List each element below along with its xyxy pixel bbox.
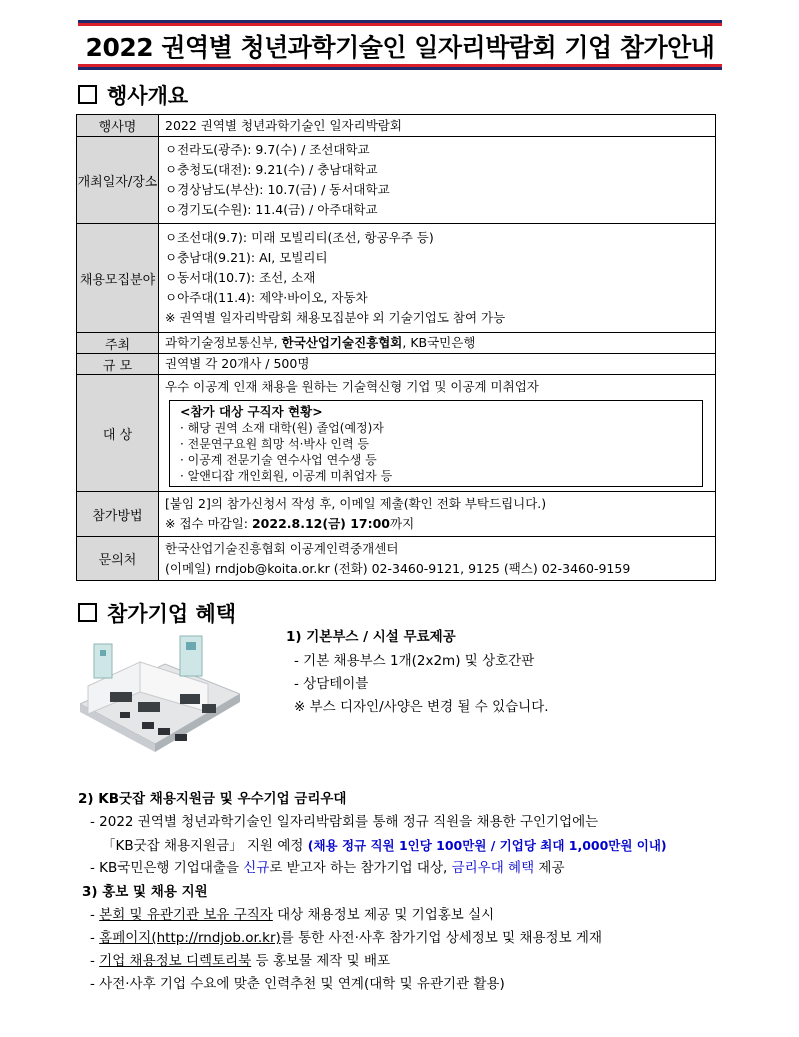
benefit1-title: 1) 기본부스 / 시설 무료제공 <box>286 629 456 645</box>
table-row <box>77 333 716 354</box>
job-seeker-status-box <box>169 400 703 487</box>
row-value: 과학기술정보통신부, 한국산업기술진흥협회, KB국민은행 <box>159 333 716 354</box>
homepage-link[interactable]: 홈페이지(http://rndjob.or.kr) <box>99 930 281 946</box>
list-item: · 전문연구요원 희망 석·박사 인력 등 <box>180 437 369 451</box>
list-item: ※ 부스 디자인/사양은 변경 될 수 있습니다. <box>294 699 549 715</box>
list-item: ㅇ동서대(10.7): 조선, 소재 <box>165 270 316 285</box>
table-row <box>77 224 716 333</box>
section-heading-benefits <box>78 598 236 628</box>
table-row <box>77 137 716 224</box>
benefit3-title: 3) 홍보 및 채용 지원 <box>82 884 208 900</box>
list-item: ㅇ전라도(광주): 9.7(수) / 조선대학교 <box>165 142 370 157</box>
row-label: 주최 <box>77 333 159 354</box>
title-rule-top <box>78 20 722 26</box>
title-rule-bottom <box>78 64 722 70</box>
list-item: · 해당 권역 소재 대학(원) 졸업(예정)자 <box>180 421 384 435</box>
table-row <box>77 375 716 492</box>
list-item: - 2022 권역별 청년과학기술인 일자리박람회를 통해 정규 직원을 채용한 구인기업에는 <box>90 814 599 830</box>
row-value: 우수 이공계 인재 채용을 원하는 기술혁신형 기업 및 이공계 미취업자 <참가 대상 구직자 현황> · 해당 권역 소재 대학(원) 졸업(예정)자 · 전문연구요원 희망 석·박사 인력 등 · 이공계 전문기술 연수사업 연수생 등 · 알앤디잡 개인회원, 이공계 미취업자 등 <box>159 375 716 492</box>
table-row <box>77 115 716 137</box>
list-item: - 홈페이지(http://rndjob.or.kr)를 통한 사전·사후 참가기업 상세정보 및 채용정보 게재 <box>90 930 603 946</box>
list-item: ㅇ충청도(대전): 9.21(수) / 충남대학교 <box>165 162 378 177</box>
list-item: - 기업 채용정보 디렉토리북 등 홍보물 제작 및 배포 <box>90 953 391 969</box>
row-label: 참가방법 <box>77 492 159 537</box>
page-title: 2022 권역별 청년과학기술인 일자리박람회 기업 참가안내 <box>85 33 715 62</box>
checkbox-square-icon <box>78 85 97 104</box>
benefit2-title: 2) KB굿잡 채용지원금 및 우수기업 금리우대 <box>78 791 347 807</box>
row-value: 권역별 각 20개사 / 500명 <box>159 354 716 375</box>
table-row <box>77 537 716 581</box>
list-item: - 기본 채용부스 1개(2x2m) 및 상호간판 <box>294 653 535 669</box>
list-item: - 사전·사후 기업 수요에 맞춘 인력추천 및 연계(대학 및 유관기관 활용) <box>90 976 505 992</box>
row-label: 채용모집분야 <box>77 224 159 333</box>
event-info-table <box>76 114 716 581</box>
box-title: <참가 대상 구직자 현황> <box>180 404 323 419</box>
row-label: 대 상 <box>77 375 159 492</box>
row-label: 문의처 <box>77 537 159 581</box>
row-value: [붙임 2]의 참가신청서 작성 후, 이메일 제출(확인 전화 부탁드립니다.) ※ 접수 마감일: 2022.8.12(금) 17:00까지 <box>159 492 716 537</box>
booth-illustration <box>80 634 240 756</box>
checkbox-square-icon <box>78 603 97 622</box>
row-label: 규 모 <box>77 354 159 375</box>
list-item: ㅇ경상남도(부산): 10.7(금) / 동서대학교 <box>165 182 390 197</box>
list-item: ㅇ조선대(9.7): 미래 모빌리티(조선, 항공우주 등) <box>165 230 434 245</box>
row-label: 개최일자/장소 <box>77 137 159 224</box>
row-label: 행사명 <box>77 115 159 137</box>
row-value <box>159 137 716 224</box>
list-item: · 알앤디잡 개인회원, 이공계 미취업자 등 <box>180 469 393 483</box>
list-item: ㅇ충남대(9.21): AI, 모빌리티 <box>165 250 328 265</box>
section-heading-text: 참가기업 혜택 <box>107 602 237 626</box>
row-value <box>159 224 716 333</box>
row-value: 2022 권역별 청년과학기술인 일자리박람회 <box>159 115 716 137</box>
list-item: - 본회 및 유관기관 보유 구직자 대상 채용정보 제공 및 기업홍보 실시 <box>90 907 495 923</box>
table-row <box>77 354 716 375</box>
list-item: ㅇ아주대(11.4): 제약·바이오, 자동차 <box>165 290 368 305</box>
list-item: · 이공계 전문기술 연수사업 연수생 등 <box>180 453 377 467</box>
list-item: 「KB굿잡 채용지원금」 지원 예정 (채용 정규 직원 1인당 100만원 / 기업당 최대 1,000만원 이내) <box>102 838 667 854</box>
row-value: 한국산업기술진흥협회 이공계인력중개센터 (이메일) rndjob@koita.or.kr (전화) 02-3460-9121, 9125 (팩스) 02-3460-9159 <box>159 537 716 581</box>
list-item: - 상담테이블 <box>294 676 369 692</box>
list-item: ㅇ경기도(수원): 11.4(금) / 아주대학교 <box>165 202 378 217</box>
list-item: - KB국민은행 기업대출을 신규로 받고자 하는 참가기업 대상, 금리우대 혜택 제공 <box>90 860 565 876</box>
section-heading-overview <box>78 80 188 110</box>
section-heading-text: 행사개요 <box>107 84 189 108</box>
list-item: ※ 권역별 일자리박람회 채용모집분야 외 기술기업도 참여 가능 <box>165 310 506 325</box>
table-row <box>77 492 716 537</box>
